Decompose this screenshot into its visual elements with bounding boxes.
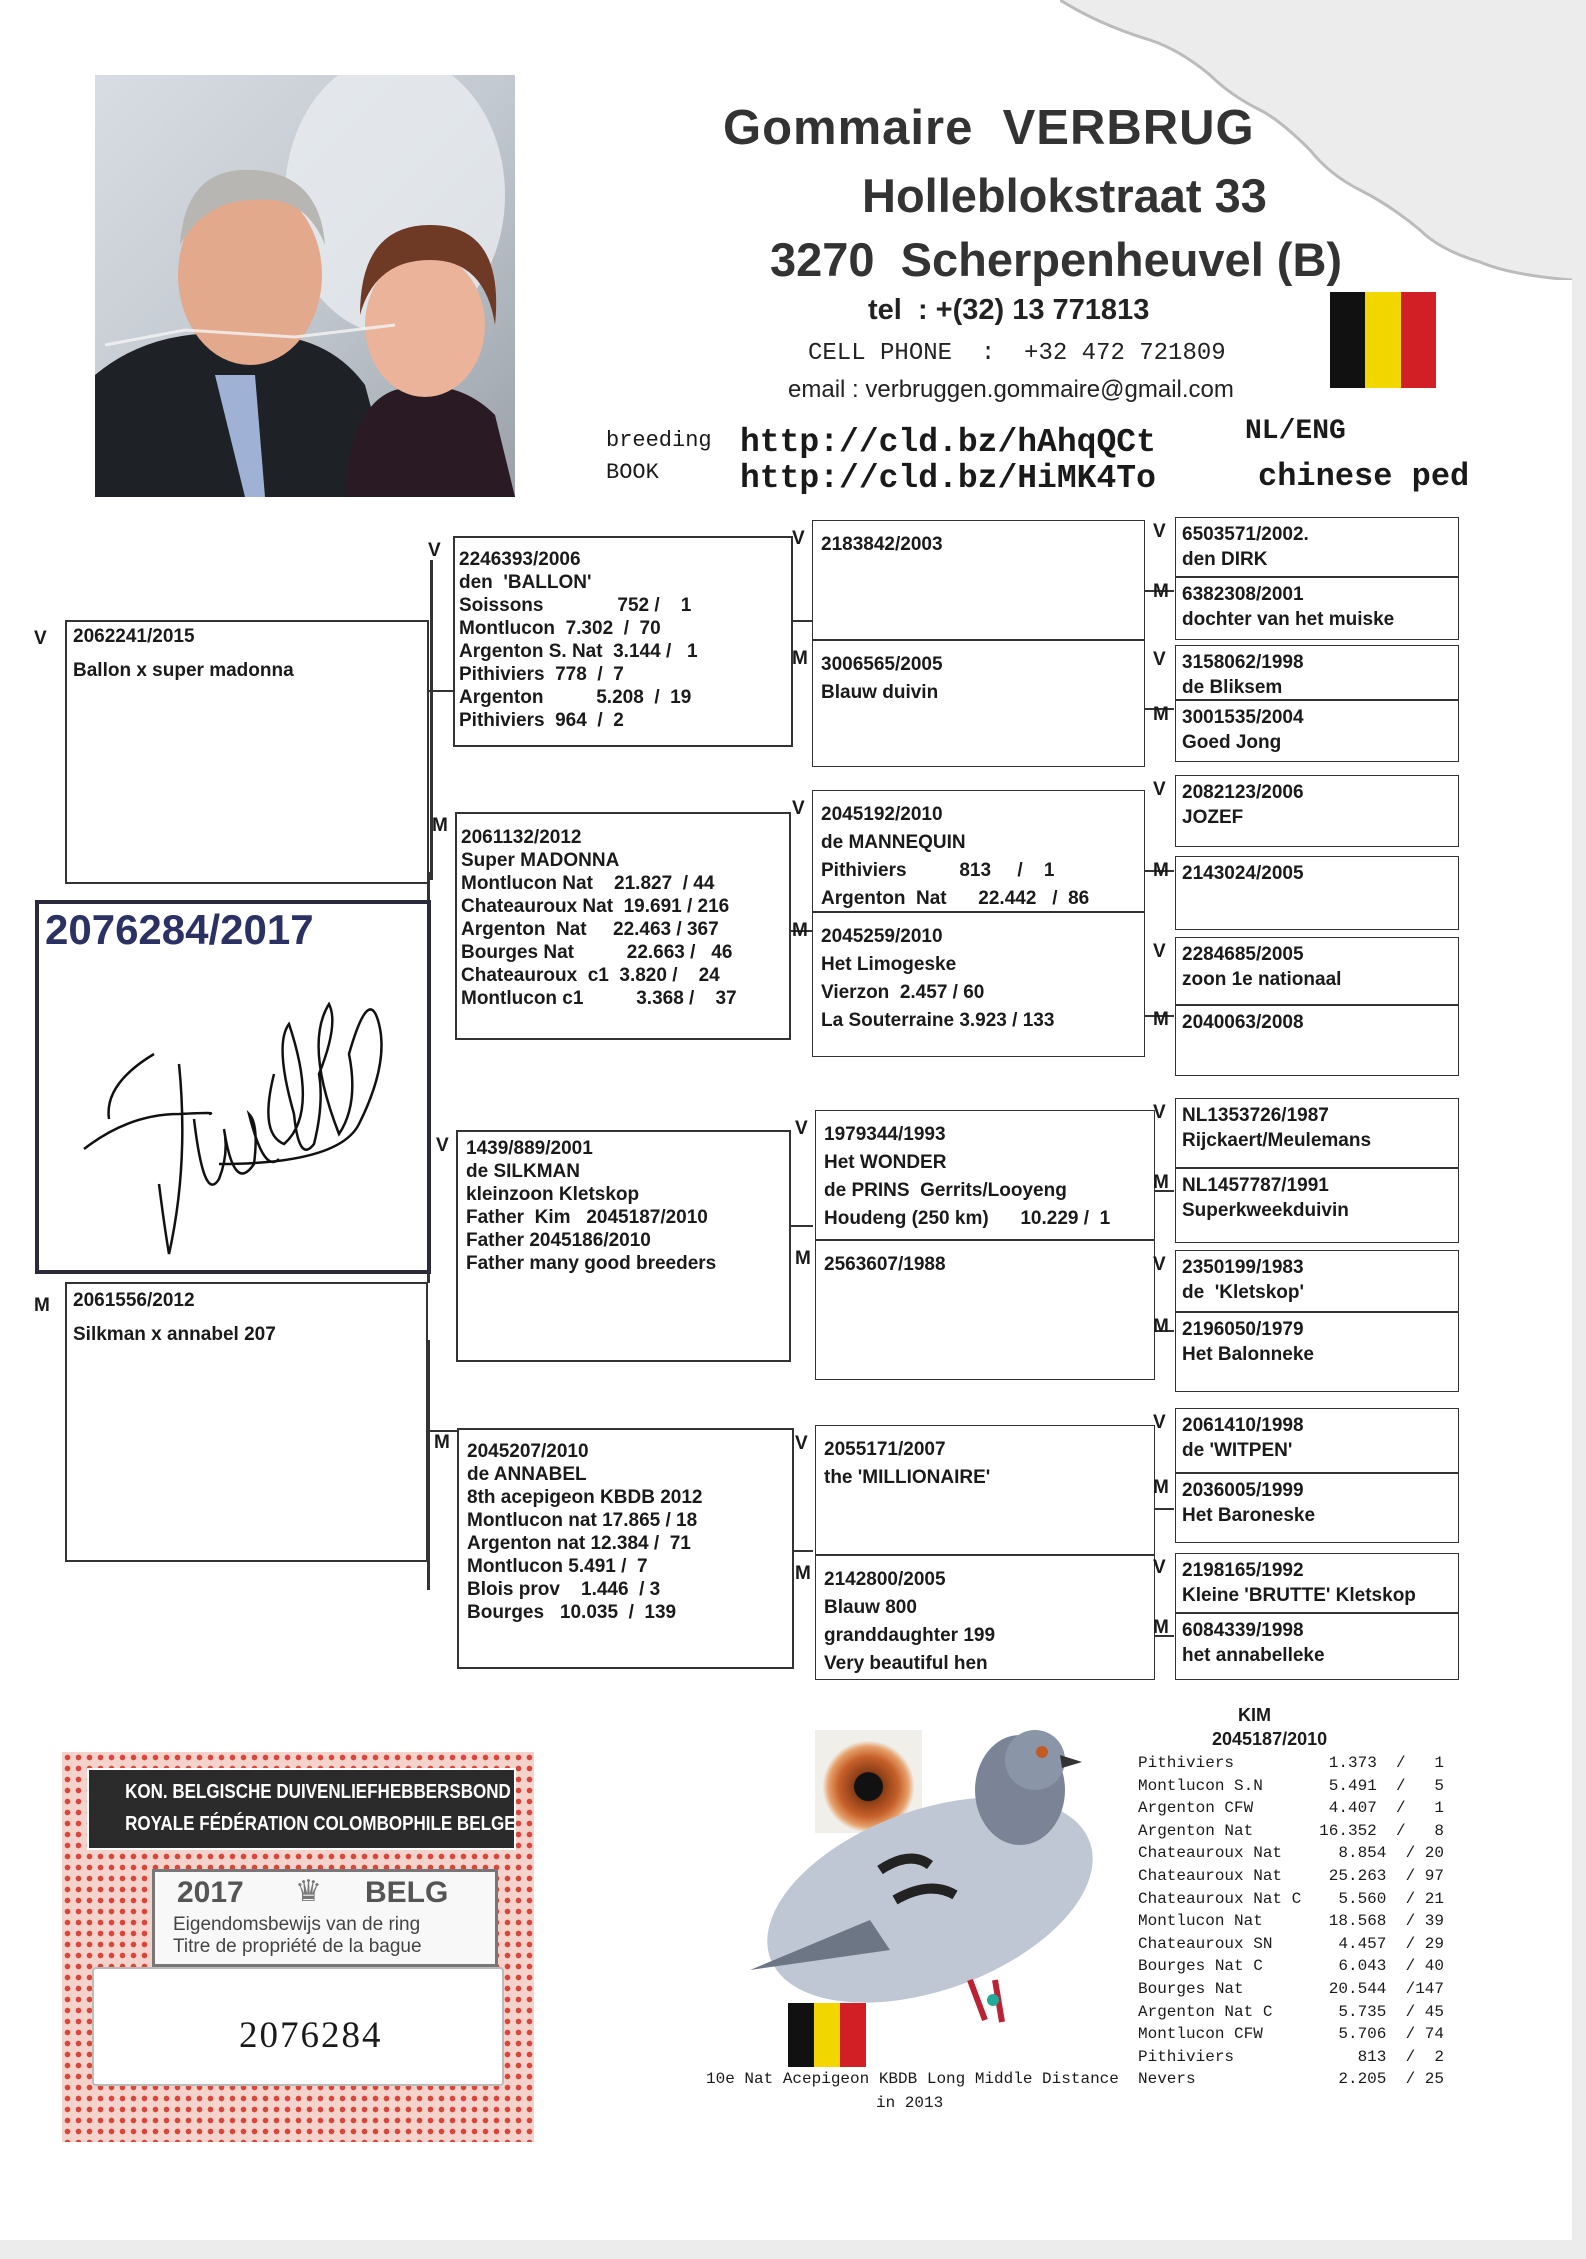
gen2-mf-mark: V	[436, 1135, 449, 1156]
pedigree-line: Argenton nat 12.384 / 71	[467, 1533, 691, 1554]
pedigree-line: den DIRK	[1182, 549, 1268, 570]
pedigree-line: 2061410/1998	[1182, 1415, 1304, 1436]
breeding-label: breeding	[606, 428, 712, 453]
kim-result: 4.457 / 29	[1338, 1934, 1444, 1953]
pedigree-line: Soissons 752 / 1	[459, 595, 692, 616]
gen3-mark: M	[792, 920, 808, 941]
gen4-mark: V	[1153, 649, 1166, 670]
pedigree-line: Het Baroneske	[1182, 1505, 1316, 1526]
belgian-flag-header	[1330, 292, 1436, 388]
owner-phone: tel : +(32) 13 771813	[868, 294, 1150, 326]
kim-race: Montlucon CFW	[1138, 2025, 1263, 2044]
pedigree-line: de SILKMAN	[466, 1161, 580, 1182]
gen3-box	[815, 1555, 1155, 1680]
card-country: BELG	[365, 1876, 449, 1909]
pedigree-line: Argenton Nat 22.463 / 367	[461, 919, 719, 940]
connector	[790, 1225, 813, 1227]
pedigree-line: Chateauroux Nat 19.691 / 216	[461, 896, 730, 917]
gen1-father-ring: 2062241/2015	[73, 626, 195, 647]
kim-result: 8.854 / 20	[1338, 1844, 1444, 1863]
card-title-nl: KON. BELGISCHE DUIVENLIEFHEBBERSBOND	[125, 1780, 511, 1803]
pedigree-line: Goed Jong	[1182, 732, 1282, 753]
gen4-mark: V	[1153, 1254, 1166, 1275]
kim-result-row	[1138, 1797, 1444, 1820]
kim-race: Pithiviers	[1138, 2047, 1235, 2066]
gen1-mother-box	[65, 1282, 428, 1562]
gen4-box	[1175, 856, 1459, 930]
kim-result: 813 / 2	[1357, 2047, 1444, 2066]
kim-race: Argenton Nat C	[1138, 2002, 1273, 2021]
pedigree-line: Bourges Nat 22.663 / 46	[461, 942, 733, 963]
gen1-mother-mark: M	[34, 1295, 50, 1316]
pedigree-line: 2082123/2006	[1182, 782, 1304, 803]
kim-result-row	[1138, 1842, 1444, 1865]
pedigree-line: de Bliksem	[1182, 677, 1283, 698]
connector	[1154, 1508, 1174, 1510]
gen4-box	[1175, 1098, 1459, 1168]
gen1-mother-desc: Silkman x annabel 207	[73, 1324, 276, 1345]
pedigree-line: Argenton S. Nat 3.144 / 1	[459, 641, 698, 662]
owner-street: Holleblokstraat 33	[862, 169, 1267, 222]
pedigree-line: 2196050/1979	[1182, 1319, 1304, 1340]
kim-race: Chateauroux Nat	[1138, 1866, 1283, 1885]
gen4-mark: M	[1153, 704, 1169, 725]
pedigree-line: Chateauroux c1 3.820 / 24	[461, 965, 720, 986]
gen3-box	[812, 640, 1145, 767]
card-band	[87, 1768, 516, 1850]
gen4-mark: V	[1153, 1102, 1166, 1123]
gen1-mother-ring: 2061556/2012	[73, 1290, 195, 1311]
pedigree-line: Super MADONNA	[461, 850, 620, 871]
kim-race: Nevers	[1138, 2070, 1196, 2089]
breeding-link-nl-eng[interactable]: http://cld.bz/hAhqQCt	[740, 424, 1156, 461]
pedigree-line: 2045207/2010	[467, 1441, 589, 1462]
card-title-fr: ROYALE FÉDÉRATION COLOMBOPHILE BELGE	[125, 1812, 516, 1835]
gen2-mm-box	[457, 1428, 794, 1669]
pedigree-line: Argenton Nat 22.442 / 86	[821, 888, 1090, 909]
gen3-mark: V	[795, 1118, 808, 1139]
pedigree-line: 2350199/1983	[1182, 1257, 1304, 1278]
gen4-box	[1175, 1312, 1459, 1392]
pedigree-line: Kleine 'BRUTTE' Kletskop	[1182, 1585, 1416, 1606]
pedigree-line: NL1457787/1991	[1182, 1175, 1329, 1196]
card-label-fr: Titre de propriété de la bague	[173, 1936, 422, 1957]
gen4-box	[1175, 577, 1459, 640]
gen4-mark: M	[1153, 581, 1169, 602]
kim-result-row	[1138, 1955, 1444, 1978]
gen4-box	[1175, 1408, 1459, 1473]
gen4-box	[1175, 700, 1459, 762]
pedigree-line: 3158062/1998	[1182, 652, 1304, 673]
pedigree-line: Houdeng (250 km) 10.229 / 1	[824, 1208, 1111, 1229]
pedigree-line: 3001535/2004	[1182, 707, 1304, 728]
gen4-mark: M	[1153, 1316, 1169, 1337]
torn-corner	[1060, 0, 1572, 280]
kim-result: 4.407 / 1	[1328, 1799, 1444, 1818]
gen4-box	[1175, 1005, 1459, 1076]
kim-result-row	[1138, 2046, 1444, 2069]
kim-race: Montlucon S.N	[1138, 1776, 1263, 1795]
kim-name: KIM	[1238, 1705, 1271, 1725]
breeding-link-chinese[interactable]: http://cld.bz/HiMK4To	[740, 460, 1156, 497]
kim-result: 18.568 / 39	[1328, 1912, 1444, 1931]
gen3-box	[812, 520, 1145, 640]
pedigree-line: 2198165/1992	[1182, 1560, 1304, 1581]
pedigree-line: dochter van het muiske	[1182, 609, 1395, 630]
kim-result-row	[1138, 2001, 1444, 2024]
gen4-box	[1175, 1473, 1459, 1543]
kim-result-row	[1138, 1910, 1444, 1933]
kim-race: Argenton Nat	[1138, 1821, 1254, 1840]
kim-result-row	[1138, 2068, 1444, 2091]
pedigree-line: Montlucon c1 3.368 / 37	[461, 988, 737, 1009]
pedigree-line: Blois prov 1.446 / 3	[467, 1579, 661, 1600]
gen1-father-desc: Ballon x super madonna	[73, 660, 294, 681]
pedigree-line: de PRINS Gerrits/Looyeng	[824, 1180, 1067, 1201]
belgian-flag-footer	[788, 2003, 866, 2067]
gen3-mark: V	[792, 798, 805, 819]
kim-race: Bourges Nat C	[1138, 1957, 1263, 1976]
gen4-mark: V	[1153, 521, 1166, 542]
pedigree-line: Montlucon nat 17.865 / 18	[467, 1510, 698, 1531]
pedigree-line: Het Limogeske	[821, 954, 957, 975]
pedigree-line: Het Balonneke	[1182, 1344, 1314, 1365]
pedigree-line: 3006565/2005	[821, 654, 943, 675]
pedigree-line: de 'WITPEN'	[1182, 1440, 1293, 1461]
pedigree-line: kleinzoon Kletskop	[466, 1184, 640, 1205]
pedigree-line: 2055171/2007	[824, 1439, 946, 1460]
kim-result-row	[1138, 1752, 1444, 1775]
pedigree-line: de ANNABEL	[467, 1464, 587, 1485]
pigeon-photo	[730, 1700, 1110, 2040]
gen3-box	[812, 790, 1145, 912]
gen2-mf-box	[456, 1130, 791, 1362]
pedigree-line: 2045259/2010	[821, 926, 943, 947]
pedigree-line: 2040063/2008	[1182, 1012, 1304, 1033]
gen2-fm-mark: M	[432, 815, 448, 836]
gen2-mm-mark: M	[434, 1432, 450, 1453]
pedigree-line: the 'MILLIONAIRE'	[824, 1467, 991, 1488]
gen3-mark: M	[795, 1248, 811, 1269]
pedigree-line: het annabelleke	[1182, 1645, 1325, 1666]
kim-race: Chateauroux SN	[1138, 1934, 1273, 1953]
kim-result: 5.735 / 45	[1338, 2002, 1444, 2021]
gen4-box	[1175, 1250, 1459, 1312]
owner-email: email : verbruggen.gommaire@gmail.com	[788, 376, 1234, 403]
kim-result: 5.491 / 5	[1328, 1776, 1444, 1795]
kim-result-row	[1138, 1933, 1444, 1956]
pedigree-line: de MANNEQUIN	[821, 832, 966, 853]
pedigree-line: Montlucon 7.302 / 70	[459, 618, 661, 639]
pedigree-line: granddaughter 199	[824, 1625, 996, 1646]
kim-race: Bourges Nat	[1138, 1979, 1244, 1998]
gen4-mark: M	[1153, 1009, 1169, 1030]
gen4-box	[1175, 775, 1459, 847]
kim-results-table	[1138, 1752, 1444, 2091]
gen3-mark: M	[795, 1563, 811, 1584]
pedigree-line: Pithiviers 813 / 1	[821, 860, 1055, 881]
pedigree-line: 2246393/2006	[459, 549, 581, 570]
pedigree-line: JOZEF	[1182, 807, 1244, 828]
gen4-mark: V	[1153, 1412, 1166, 1433]
card-label-nl: Eigendomsbewijs van de ring	[173, 1914, 421, 1935]
pedigree-line: 2142800/2005	[824, 1569, 946, 1590]
pedigree-line: Rijckaert/Meulemans	[1182, 1130, 1372, 1151]
gen4-mark: M	[1153, 1172, 1169, 1193]
pedigree-line: 1979344/1993	[824, 1124, 946, 1145]
gen4-box	[1175, 1168, 1459, 1243]
pedigree-line: Father many good breeders	[466, 1253, 717, 1274]
card-number-field	[92, 1967, 504, 2086]
pedigree-line: Pithiviers 964 / 2	[459, 710, 624, 731]
gen4-mark: M	[1153, 1477, 1169, 1498]
kim-race: Argenton CFW	[1138, 1799, 1254, 1818]
kim-result-row	[1138, 1978, 1444, 2001]
kim-race: Pithiviers	[1138, 1754, 1235, 1772]
kim-result-row	[1138, 1888, 1444, 1911]
gen4-mark: V	[1153, 941, 1166, 962]
gen4-box	[1175, 937, 1459, 1005]
gen4-box	[1175, 1613, 1459, 1680]
pedigree-line: 2036005/1999	[1182, 1480, 1304, 1501]
gen4-box	[1175, 645, 1459, 700]
gen2-fm-box	[455, 812, 791, 1040]
kim-ring: 2045187/2010	[1212, 1729, 1328, 1749]
pedigree-line: Montlucon 5.491 / 7	[467, 1556, 648, 1577]
pedigree-line: La Souterraine 3.923 / 133	[821, 1010, 1055, 1031]
gen3-mark: M	[792, 648, 808, 669]
pedigree-line: Vierzon 2.457 / 60	[821, 982, 985, 1003]
pedigree-line: Very beautiful hen	[824, 1653, 988, 1674]
pedigree-line: 2563607/1988	[824, 1254, 946, 1275]
kim-race: Chateauroux Nat C	[1138, 1889, 1302, 1908]
ring-ownership-card	[62, 1752, 534, 2142]
owner-photo	[95, 75, 515, 497]
kim-result-row	[1138, 1865, 1444, 1888]
gen4-mark: M	[1153, 860, 1169, 881]
gen3-box	[815, 1425, 1155, 1555]
kim-race: Chateauroux Nat	[1138, 1844, 1283, 1863]
lang-label-chinese: chinese ped	[1258, 458, 1470, 495]
kim-result: 1.373 / 1	[1328, 1754, 1444, 1772]
gen3-mark: V	[795, 1433, 808, 1454]
gen4-mark: V	[1153, 779, 1166, 800]
pedigree-line: 6503571/2002.	[1182, 524, 1309, 545]
pedigree-line: Blauw duivin	[821, 682, 939, 703]
book-label: BOOK	[606, 460, 659, 485]
pedigree-line: 6382308/2001	[1182, 584, 1304, 605]
pedigree-line: 6084339/1998	[1182, 1620, 1304, 1641]
owner-cell-phone: CELL PHONE : +32 472 721809	[808, 340, 1226, 367]
pedigree-line: Father Kim 2045187/2010	[466, 1207, 708, 1228]
crown-icon: ♛	[295, 1875, 322, 1908]
pedigree-line: de 'Kletskop'	[1182, 1282, 1305, 1303]
card-ring-number: 2076284	[239, 2015, 383, 2056]
kim-race: Montlucon Nat	[1138, 1912, 1263, 1931]
pedigree-line: 2143024/2005	[1182, 863, 1304, 884]
gen3-mark: V	[792, 528, 805, 549]
pedigree-line: Het WONDER	[824, 1152, 947, 1173]
pedigree-line: Montlucon Nat 21.827 / 44	[461, 873, 715, 894]
owner-signature	[69, 964, 409, 1264]
gen3-box	[815, 1110, 1155, 1240]
gen4-box	[1175, 1553, 1459, 1613]
pedigree-line: Father 2045186/2010	[466, 1230, 651, 1251]
pedigree-line: Bourges 10.035 / 139	[467, 1602, 677, 1623]
kim-result-row	[1138, 1820, 1444, 1843]
connector	[790, 620, 813, 622]
pedigree-line: NL1353726/1987	[1182, 1105, 1329, 1126]
subject-ring: 2076284/2017	[45, 906, 314, 953]
gen4-mark: V	[1153, 1557, 1166, 1578]
gen1-father-mark: V	[34, 628, 47, 649]
pedigree-line: den 'BALLON'	[459, 572, 592, 593]
pedigree-line: Pithiviers 778 / 7	[459, 664, 624, 685]
kim-result: 2.205 / 25	[1338, 2070, 1444, 2089]
gen4-mark: M	[1153, 1617, 1169, 1638]
pedigree-line: Superkweekduivin	[1182, 1200, 1349, 1221]
kim-result: 5.560 / 21	[1338, 1889, 1444, 1908]
kim-result-row	[1138, 2023, 1444, 2046]
kim-result: 6.043 / 40	[1338, 1957, 1444, 1976]
gen2-ff-box	[453, 536, 793, 747]
kim-caption-line1: 10e Nat Acepigeon KBDB Long Middle Distance	[706, 2070, 1119, 2088]
kim-result-row	[1138, 1775, 1444, 1798]
gen3-box	[812, 912, 1145, 1057]
subject-box	[35, 900, 431, 1274]
pedigree-line: Argenton 5.208 / 19	[459, 687, 692, 708]
pedigree-line: Blauw 800	[824, 1597, 917, 1618]
pedigree-line: 1439/889/2001	[466, 1138, 593, 1159]
pedigree-line: 2183842/2003	[821, 534, 943, 555]
card-ring-info	[152, 1869, 498, 1967]
kim-result: 16.352 / 8	[1319, 1821, 1444, 1840]
owner-city: 3270 Scherpenheuvel (B)	[770, 233, 1343, 286]
kim-result: 5.706 / 74	[1338, 2025, 1444, 2044]
kim-caption-line2: in 2013	[876, 2094, 944, 2112]
pedigree-line: zoon 1e nationaal	[1182, 969, 1342, 990]
gen4-box	[1175, 517, 1459, 577]
pedigree-line: 2061132/2012	[461, 827, 582, 848]
gen2-ff-mark: V	[428, 540, 441, 561]
pedigree-line: 2284685/2005	[1182, 944, 1304, 965]
pedigree-line: 8th acepigeon KBDB 2012	[467, 1487, 703, 1508]
owner-name: Gommaire VERBRUG	[723, 101, 1255, 155]
gen1-father-box	[65, 620, 429, 884]
gen3-box	[815, 1240, 1155, 1380]
kim-result: 20.544 /147	[1328, 1979, 1444, 1998]
kim-result: 25.263 / 97	[1328, 1866, 1444, 1885]
pedigree-line: 2045192/2010	[821, 804, 943, 825]
lang-label-nl-eng: NL/ENG	[1245, 416, 1346, 447]
card-year: 2017	[177, 1876, 244, 1909]
